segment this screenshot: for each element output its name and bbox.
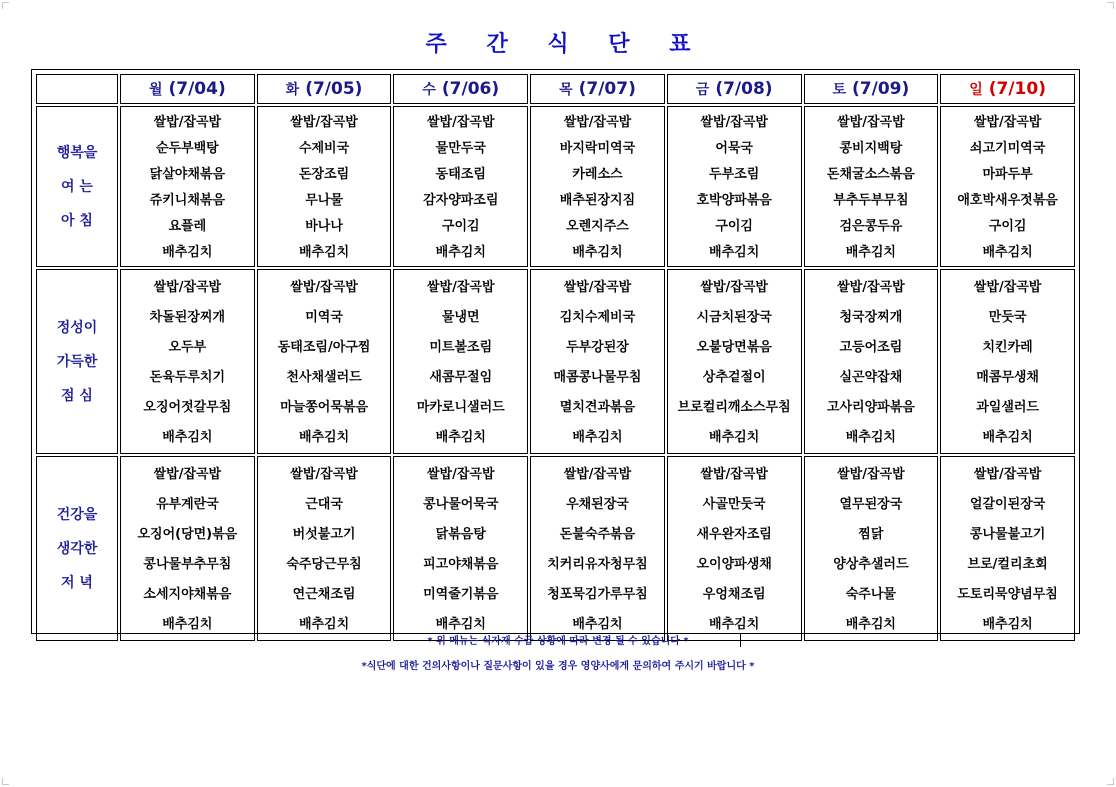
menu-item: 소세지야채볶음 xyxy=(143,587,232,602)
menu-item: 돈육두루치기 xyxy=(149,370,226,385)
menu-item: 고사리양파볶음 xyxy=(826,400,915,415)
menu-item: 배추김치 xyxy=(298,430,350,445)
weekly-menu-frame xyxy=(31,69,1080,634)
menu-item: 두부조림 xyxy=(709,167,760,182)
menu-item: 구이김 xyxy=(715,219,753,234)
menu-item: 쌀밥/잡곡밥 xyxy=(837,280,905,295)
menu-item: 청국장찌개 xyxy=(839,310,903,325)
menu-item: 유부계란국 xyxy=(155,497,219,512)
menu-item: 김치수제비국 xyxy=(559,310,636,325)
menu-item: 새콤무절임 xyxy=(429,370,493,385)
weekday-icon: 월 xyxy=(148,82,163,98)
menu-item: 쌀밥/잡곡밥 xyxy=(563,280,632,295)
menu-item: 호박양파볶음 xyxy=(696,193,772,208)
menu-item: 구이김 xyxy=(441,219,480,234)
menu-cell xyxy=(667,456,802,641)
menu-item: 물냉면 xyxy=(441,310,480,325)
meal-label-line: 점 심 xyxy=(61,387,93,404)
menu-item: 수제비국 xyxy=(298,141,350,156)
menu-cell xyxy=(120,269,255,454)
day-header xyxy=(257,74,392,104)
menu-item: 피고야채볶음 xyxy=(423,557,499,572)
menu-item: 치커리유자청무침 xyxy=(547,557,648,572)
menu-item: 얼갈이된장국 xyxy=(969,497,1046,512)
day-header xyxy=(804,74,939,104)
menu-item: 상추겉절이 xyxy=(702,370,766,385)
menu-item: 쌀밥/잡곡밥 xyxy=(973,467,1042,482)
breakfast-row xyxy=(36,106,1075,267)
menu-item: 미역줄기볶음 xyxy=(423,587,499,602)
menu-cell xyxy=(393,269,528,454)
page-corner-mark xyxy=(2,778,9,785)
day-date: (7/04) xyxy=(168,79,226,99)
menu-item: 마카로니샐러드 xyxy=(416,400,505,415)
menu-item: 쌀밥/잡곡밥 xyxy=(563,115,632,130)
menu-item: 쌀밥/잡곡밥 xyxy=(700,115,768,130)
weekday-icon: 일 xyxy=(969,82,983,98)
menu-item: 콩나물어묵국 xyxy=(423,497,499,512)
menu-item: 닭볶음탕 xyxy=(435,527,486,542)
menu-item: 카레소스 xyxy=(572,167,623,182)
menu-item: 매콤콩나물무침 xyxy=(553,370,642,385)
menu-item: 근대국 xyxy=(305,497,343,512)
menu-item: 배추김치 xyxy=(572,430,623,445)
menu-item: 오두부 xyxy=(168,340,207,355)
menu-item: 콩비지백탕 xyxy=(839,141,903,156)
menu-item: 미역국 xyxy=(305,310,343,325)
menu-item: 배추김치 xyxy=(298,245,350,260)
menu-item: 연근채조림 xyxy=(292,587,356,602)
menu-item: 양상추샐러드 xyxy=(833,557,909,572)
menu-item: 도토리묵양념무침 xyxy=(957,587,1058,602)
text-cursor xyxy=(740,633,741,647)
menu-item: 구이김 xyxy=(988,219,1027,234)
weekday-icon: 화 xyxy=(285,82,300,98)
notice-contact: *식단에 대한 건의사항이나 질문사항이 있을 경우 영양사에게 문의하여 주시기 바랍니다 * xyxy=(361,661,755,672)
menu-cell xyxy=(257,106,392,267)
menu-cell xyxy=(667,269,802,454)
menu-cell xyxy=(530,456,665,641)
menu-cell xyxy=(393,456,528,641)
header-corner-cell xyxy=(36,74,118,104)
menu-item: 마늘쫑어묵볶음 xyxy=(280,400,368,415)
menu-item: 바지락미역국 xyxy=(559,141,636,156)
menu-item: 쌀밥/잡곡밥 xyxy=(290,115,358,130)
day-date: (7/08) xyxy=(715,79,773,99)
weekly-menu-table xyxy=(34,72,1077,643)
menu-item: 고등어조림 xyxy=(839,340,903,355)
menu-item: 쌀밥/잡곡밥 xyxy=(153,115,222,130)
menu-item: 배추김치 xyxy=(709,617,760,632)
menu-item: 배추된장지짐 xyxy=(559,193,636,208)
menu-item: 무나물 xyxy=(305,193,343,208)
menu-item: 쇠고기미역국 xyxy=(969,141,1046,156)
menu-item: 천사채샐러드 xyxy=(286,370,362,385)
menu-item: 순두부백탕 xyxy=(155,141,219,156)
day-date: (7/05) xyxy=(305,79,363,99)
meal-label-line: 생각한 xyxy=(56,540,98,557)
menu-item: 콩나물부추무침 xyxy=(143,557,232,572)
day-header xyxy=(530,74,665,104)
menu-item: 배추김치 xyxy=(982,245,1033,260)
menu-item: 돈채굴소스볶음 xyxy=(826,167,915,182)
menu-cell xyxy=(530,269,665,454)
menu-cell xyxy=(940,106,1075,267)
menu-item: 배추김치 xyxy=(982,430,1033,445)
notice-change: * 위 메뉴는 식자재 수급 상황에 따라 변경 될 수 있습니다 * xyxy=(427,636,689,647)
menu-item: 배추김치 xyxy=(572,245,623,260)
menu-item: 쌀밥/잡곡밥 xyxy=(290,280,358,295)
menu-item: 동태조림/아구찜 xyxy=(277,340,371,355)
menu-item: 쌀밥/잡곡밥 xyxy=(700,467,768,482)
menu-item: 오징어(당면)볶음 xyxy=(137,527,238,542)
day-header xyxy=(393,74,528,104)
meal-label-line: 가득한 xyxy=(56,353,98,370)
menu-item: 쌀밥/잡곡밥 xyxy=(426,280,495,295)
meal-label-line: 저 녁 xyxy=(61,574,93,591)
menu-cell xyxy=(804,269,939,454)
menu-item: 쌀밥/잡곡밥 xyxy=(153,467,222,482)
menu-cell xyxy=(120,456,255,641)
menu-item: 멸치견과볶음 xyxy=(559,400,636,415)
page-corner-mark xyxy=(2,2,9,9)
menu-item: 우채된장국 xyxy=(566,497,629,512)
menu-item: 쌀밥/잡곡밥 xyxy=(290,467,358,482)
menu-cell xyxy=(667,106,802,267)
day-header xyxy=(120,74,255,104)
menu-item: 오이양파생채 xyxy=(696,557,772,572)
menu-item: 쌀밥/잡곡밥 xyxy=(426,115,495,130)
menu-item: 숙주나물 xyxy=(845,587,896,602)
menu-item: 쌀밥/잡곡밥 xyxy=(153,280,222,295)
meal-label xyxy=(36,106,118,267)
menu-item: 차돌된장찌개 xyxy=(149,310,226,325)
menu-item: 배추김치 xyxy=(845,245,896,260)
menu-item: 미트볼조림 xyxy=(429,340,493,355)
menu-item: 새우완자조림 xyxy=(696,527,772,542)
day-header xyxy=(667,74,802,104)
menu-cell xyxy=(804,456,939,641)
page-corner-mark xyxy=(1107,2,1114,9)
meal-label-line: 행복을 xyxy=(56,144,98,161)
menu-item: 배추김치 xyxy=(709,430,760,445)
dinner-row xyxy=(36,456,1075,641)
menu-item: 배추김치 xyxy=(162,245,213,260)
meal-label-line: 건강을 xyxy=(56,506,98,523)
menu-cell xyxy=(530,106,665,267)
menu-item: 쌀밥/잡곡밥 xyxy=(426,467,495,482)
menu-item: 브로/컬리초회 xyxy=(967,557,1048,572)
header-row xyxy=(36,74,1075,104)
menu-item: 배추김치 xyxy=(435,430,486,445)
menu-cell xyxy=(120,106,255,267)
meal-label-line: 아 침 xyxy=(61,212,93,229)
menu-item: 쌀밥/잡곡밥 xyxy=(973,115,1042,130)
menu-cell xyxy=(940,456,1075,641)
menu-item: 어묵국 xyxy=(715,141,753,156)
menu-cell xyxy=(393,106,528,267)
weekday-icon: 토 xyxy=(832,82,847,98)
menu-item: 동태조림 xyxy=(435,167,486,182)
menu-item: 오징어젓갈무침 xyxy=(143,400,232,415)
menu-item: 부추두부무침 xyxy=(833,193,909,208)
menu-cell xyxy=(804,106,939,267)
menu-item: 감자양파조림 xyxy=(423,193,499,208)
meal-label xyxy=(36,269,118,454)
day-date: (7/09) xyxy=(852,79,910,99)
menu-item: 쌀밥/잡곡밥 xyxy=(563,467,632,482)
page-title: 주 간 식 단 표 xyxy=(425,32,707,57)
menu-item: 실곤약잡채 xyxy=(839,370,903,385)
weekday-icon: 금 xyxy=(695,82,710,98)
menu-item: 브로컬리깨소스무침 xyxy=(677,400,791,415)
page-corner-mark xyxy=(1107,778,1114,785)
menu-item: 물만두국 xyxy=(435,141,486,156)
menu-item: 배추김치 xyxy=(435,245,486,260)
menu-item: 요플레 xyxy=(168,219,207,234)
menu-item: 우엉채조림 xyxy=(702,587,766,602)
day-date: (7/10) xyxy=(988,79,1046,99)
menu-item: 매콤무생채 xyxy=(976,370,1039,385)
menu-item: 쌀밥/잡곡밥 xyxy=(837,115,905,130)
menu-item: 숙주당근무침 xyxy=(286,557,362,572)
menu-item: 검은콩두유 xyxy=(839,219,903,234)
menu-item: 과일샐러드 xyxy=(976,400,1039,415)
menu-item: 돈장조림 xyxy=(298,167,350,182)
menu-item: 돈불숙주볶음 xyxy=(559,527,636,542)
menu-item: 바나나 xyxy=(305,219,343,234)
menu-item: 닭살야채볶음 xyxy=(149,167,226,182)
menu-item: 만둣국 xyxy=(988,310,1027,325)
day-date: (7/07) xyxy=(578,79,636,99)
menu-item: 쌀밥/잡곡밥 xyxy=(973,280,1042,295)
menu-item: 오불당면볶음 xyxy=(696,340,772,355)
menu-item: 쌀밥/잡곡밥 xyxy=(700,280,768,295)
menu-item: 청포묵김가루무침 xyxy=(547,587,648,602)
menu-item: 애호박새우젓볶음 xyxy=(957,193,1058,208)
menu-item: 배추김치 xyxy=(709,245,760,260)
menu-item: 오렌지주스 xyxy=(566,219,629,234)
menu-item: 배추김치 xyxy=(845,617,896,632)
weekday-icon: 목 xyxy=(559,82,573,98)
menu-cell xyxy=(257,456,392,641)
menu-item: 배추김치 xyxy=(162,430,213,445)
menu-item: 열무된장국 xyxy=(839,497,903,512)
menu-item: 배추김치 xyxy=(572,617,623,632)
weekday-icon: 수 xyxy=(422,82,436,98)
menu-item: 배추김치 xyxy=(845,430,896,445)
menu-item: 두부강된장 xyxy=(566,340,629,355)
menu-item: 사골만둣국 xyxy=(702,497,766,512)
menu-item: 쌀밥/잡곡밥 xyxy=(837,467,905,482)
menu-item: 치킨카레 xyxy=(982,340,1033,355)
menu-item: 버섯불고기 xyxy=(292,527,356,542)
menu-cell xyxy=(257,269,392,454)
day-date: (7/06) xyxy=(441,79,500,99)
menu-item: 배추김치 xyxy=(435,617,486,632)
menu-item: 배추김치 xyxy=(982,617,1033,632)
menu-item: 찜닭 xyxy=(858,527,884,542)
meal-label-line: 정성이 xyxy=(56,319,98,336)
menu-cell xyxy=(940,269,1075,454)
menu-item: 배추김치 xyxy=(162,617,213,632)
menu-item: 배추김치 xyxy=(298,617,350,632)
menu-item: 콩나물불고기 xyxy=(969,527,1046,542)
menu-item: 마파두부 xyxy=(982,167,1033,182)
menu-item: 시금치된장국 xyxy=(696,310,772,325)
menu-item: 쥬키니채볶음 xyxy=(149,193,226,208)
meal-label xyxy=(36,456,118,641)
day-header-sunday xyxy=(940,74,1075,104)
lunch-row xyxy=(36,269,1075,454)
meal-label-line: 여 는 xyxy=(61,178,93,195)
